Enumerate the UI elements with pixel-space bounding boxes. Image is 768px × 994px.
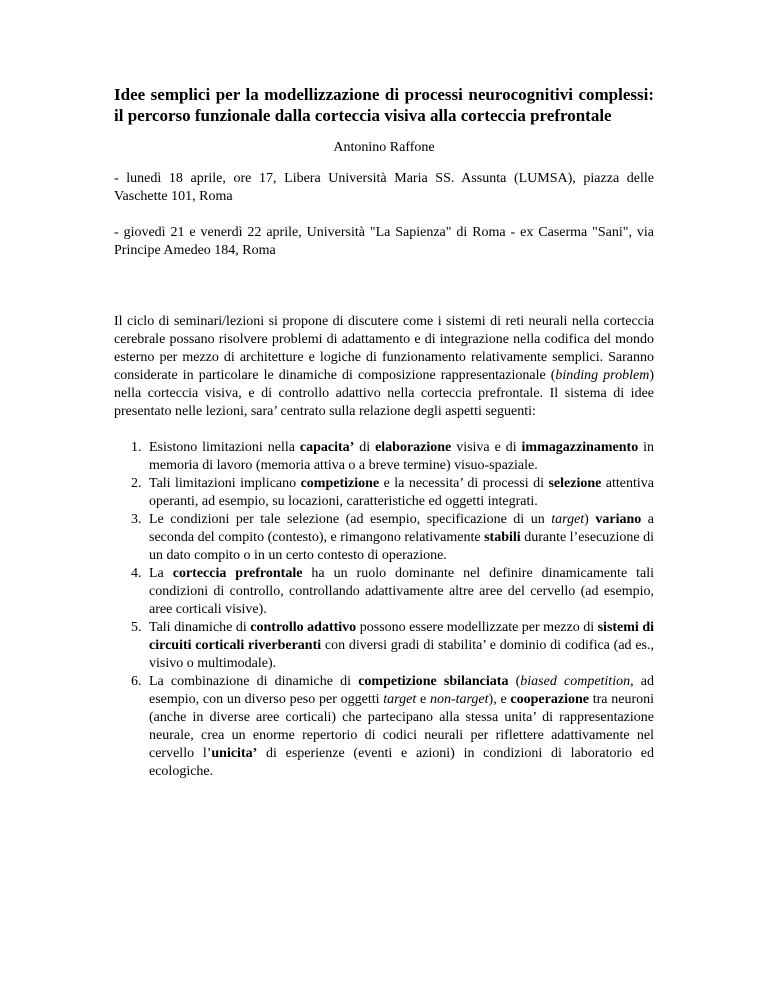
list-item: 4. La corteccia prefrontale ha un ruolo dominante nel definire dinamicamente tali condizioni di controllo, controllando adattivamente altre aree del cervello (ad esempio, aree corticali visive). — [131, 566, 655, 617]
intro-paragraph: Il ciclo di seminari/lezioni si propone di discutere come i sistemi di reti neurali nella corteccia cerebrale possano risolvere problemi di adattamento e di integrazione nella codifica del mondo esterno per mezzo di architetture e logiche di funzionamento relativamente semplici. Saranno considerate in particolare le dinamiche di composizione rappresentazionale (binding problem) nella corteccia visiva, e di controllo adattivo nella corteccia prefrontale. Il sistema di idee presentato nelle lezioni, sara’ centrato sulla relazione degli aspetti seguenti: — [114, 314, 654, 419]
list-item: 1. Esistono limitazioni nella capacita’ di elaborazione visiva e di immagazzinamento in memoria di lavoro (memoria attiva o a breve termine) visuo-spaziale. — [131, 440, 655, 473]
emphasis-binding-problem: binding problem — [555, 368, 650, 383]
list-item: 2. Tali limitazioni implicano competizione e la necessita’ di processi di selezione attentiva operanti, ad esempio, su locazioni, caratteristiche ed oggetti integrati. — [131, 476, 655, 509]
document-title: Idee semplici per la modellizzazione di processi neurocognitivi complessi: il percorso funzionale dalla corteccia visiva alla corteccia prefrontale — [114, 85, 654, 125]
document-page — [114, 84, 654, 781]
event-lumsa: - lunedì 18 aprile, ore 17, Libera Università Maria SS. Assunta (LUMSA), piazza delle Vaschette 101, Roma — [114, 171, 654, 204]
event-sapienza: - giovedì 21 e venerdì 22 aprile, Università "La Sapienza" di Roma - ex Caserma "Sani", via Principe Amedeo 184, Roma — [114, 225, 654, 258]
list-item: 3. Le condizioni per tale selezione (ad esempio, specificazione di un target) variano a seconda del compito (contesto), e rimangono relativamente stabili durante l’esecuzione di un dato compito o in un certo contesto di operazione. — [131, 512, 655, 563]
list-item: 6. La combinazione di dinamiche di competizione sbilanciata (biased competition, ad esempio, con un diverso peso per oggetti target e non-target), e cooperazione tra neuroni (anche in diverse aree corticali) che partecipano alla stessa unita’ di rappresentazione neurale, crea un enorme repertorio di codici neurali per riflettere adattivamente nel cervello l’unicita’ di esperienze (eventi e azioni) in condizioni di laboratorio ed ecologiche. — [131, 674, 655, 779]
author-name: Antonino Raffone — [333, 140, 435, 155]
list-item: 5. Tali dinamiche di controllo adattivo possono essere modellizzate per mezzo di sistemi di circuiti corticali riverberanti con diversi gradi di stabilita’ e dominio di codifica (ad es., visivo o multimodale). — [131, 620, 654, 671]
aspects-list — [114, 439, 654, 781]
